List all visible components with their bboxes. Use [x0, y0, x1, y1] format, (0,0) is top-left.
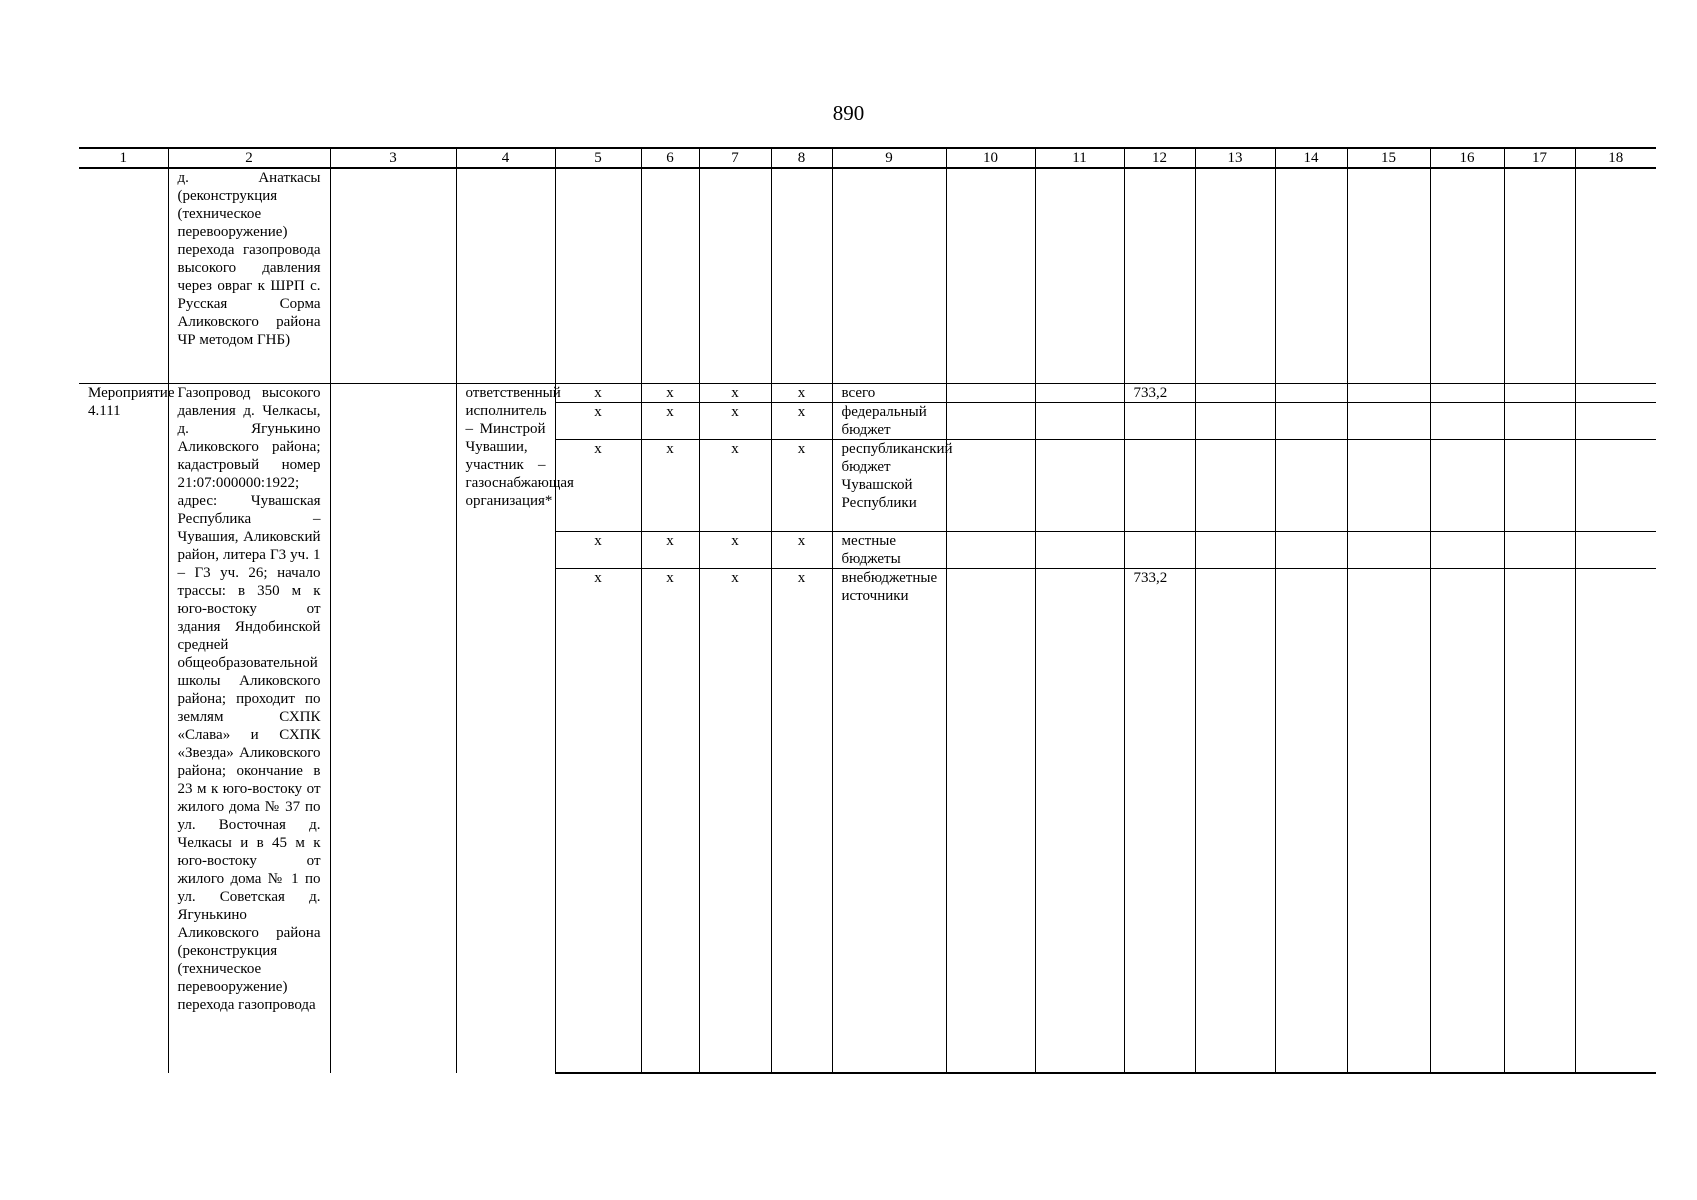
funding-amount: 733,2 — [1124, 568, 1195, 1073]
funding-source: внебюджетные источники — [832, 568, 946, 1073]
col-number: 18 — [1575, 148, 1656, 168]
col-number: 4 — [456, 148, 555, 168]
col-number: 17 — [1504, 148, 1575, 168]
measure-description: Газопровод высокого давления д. Челкасы, д. Ягунькино Аликовского района; кадастровый номер 21:07:000000:1922; адрес: Чувашская Республика – Чувашия, Аликовский район, литера Г3 уч. 1 – Г3 уч. 26; начало трассы: в 350 м к юго-востоку от здания Яндобинской средней общеобразовательной школы Аликовского района; проходит по землям СХПК «Слава» и СХПК «Звезда» Аликовского района; окончание в 23 м к юго-востоку от жилого дома № 37 по ул. Восточная д. Челкасы и в 45 м к юго-востоку от жилого дома № 1 по ул. Советская д. Ягунькино Аликовского района (реконструкция (техническое перевооружение) перехода газопровода — [168, 383, 330, 1073]
cell-x: x — [699, 531, 771, 568]
cell-x: x — [771, 531, 832, 568]
funding-source: федеральный бюджет — [832, 402, 946, 439]
col-number: 14 — [1275, 148, 1347, 168]
col-number: 9 — [832, 148, 946, 168]
cell-x: x — [699, 402, 771, 439]
cell-x: x — [555, 402, 641, 439]
col-number: 8 — [771, 148, 832, 168]
cell-x: x — [555, 531, 641, 568]
cell-x: x — [641, 383, 699, 402]
funding-source: всего — [832, 383, 946, 402]
program-table — [79, 147, 1656, 1074]
continuation-description: д. Анаткасы (реконструкция (техническое перевооружение) перехода газопровода высокого давления через овраг к ШРП с. Русская Сорма Аликовского района ЧР методом ГНБ) — [168, 168, 330, 383]
cell-x: x — [699, 568, 771, 1073]
cell-x: x — [555, 439, 641, 531]
col-number: 6 — [641, 148, 699, 168]
measure-executor: ответственный исполнитель – Минстрой Чувашии, участник – газоснабжающая организация* — [456, 383, 555, 1073]
cell-x: x — [699, 383, 771, 402]
col-number: 10 — [946, 148, 1035, 168]
measure-number: Мероприятие 4.111 — [79, 383, 168, 1073]
funding-amount: 733,2 — [1124, 383, 1195, 402]
col-number: 13 — [1195, 148, 1275, 168]
col-number: 7 — [699, 148, 771, 168]
cell-x: x — [555, 568, 641, 1073]
page-number: 890 — [832, 101, 865, 125]
cell-x: x — [641, 402, 699, 439]
col-number: 16 — [1430, 148, 1504, 168]
col-number: 12 — [1124, 148, 1195, 168]
cell-x: x — [699, 439, 771, 531]
cell-x: x — [771, 439, 832, 531]
col-number: 2 — [168, 148, 330, 168]
funding-amount — [1124, 439, 1195, 531]
cell-x: x — [771, 568, 832, 1073]
funding-amount — [1124, 531, 1195, 568]
cell-x: x — [641, 568, 699, 1073]
continuation-row — [79, 168, 1656, 383]
funding-source: республиканский бюджет Чувашской Республики — [832, 439, 946, 531]
col-number: 5 — [555, 148, 641, 168]
col-number: 3 — [330, 148, 456, 168]
col-number: 11 — [1035, 148, 1124, 168]
cell-x: x — [771, 383, 832, 402]
col-number: 15 — [1347, 148, 1430, 168]
cell-x: x — [771, 402, 832, 439]
column-number-row — [79, 148, 1656, 168]
cell-x: x — [641, 439, 699, 531]
table-row — [79, 383, 1656, 402]
funding-source: местные бюджеты — [832, 531, 946, 568]
cell-x: x — [641, 531, 699, 568]
col-number: 1 — [79, 148, 168, 168]
cell-x: x — [555, 383, 641, 402]
funding-amount — [1124, 402, 1195, 439]
